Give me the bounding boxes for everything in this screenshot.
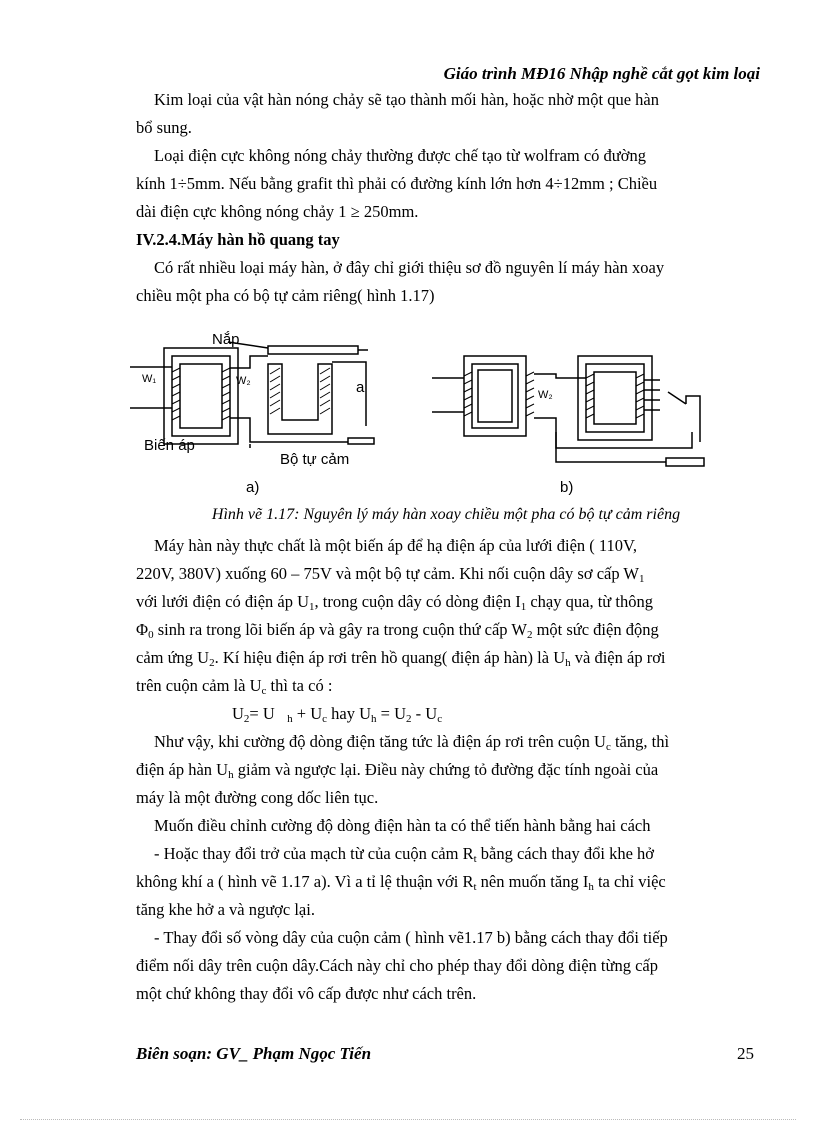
transformer-core-b bbox=[464, 356, 526, 436]
text-line: cảm ứng $U_2$. Kí hiệu điện áp rơi trên hồ quang( điện áp hàn) là $U_h$ và điện áp rơi bbox=[136, 648, 666, 669]
text-line: Loại điện cực không nóng chảy thường được chế tạo từ wolfram có đường bbox=[154, 146, 646, 165]
text-line: chiều một pha có bộ tự cảm riêng( hình 1.17) bbox=[136, 286, 435, 305]
inductor-core bbox=[268, 346, 358, 434]
text-line: điểm nối dây trên cuộn dây.Cách này chỉ cho phép thay đổi dòng điện từng cấp bbox=[136, 956, 658, 975]
paragraph-3 bbox=[136, 254, 756, 310]
paragraph-2 bbox=[136, 142, 756, 226]
paragraph-6 bbox=[136, 812, 756, 840]
paragraph-4 bbox=[136, 532, 756, 700]
text-line: - Hoặc thay đổi trở của mạch từ của cuộn cảm $R_t$ bằng cách thay đổi khe hở bbox=[154, 844, 654, 865]
paragraph-8 bbox=[136, 924, 756, 1008]
label-fig-b: b) bbox=[560, 479, 574, 496]
label-inductor: Bộ tự cảm bbox=[280, 451, 350, 468]
text-line: trên cuộn cảm là $U_c$ thì ta có : bbox=[136, 676, 333, 697]
paragraph-7 bbox=[136, 840, 756, 924]
text-line: $\Phi_0$ sinh ra trong lõi biến áp và gây ra trong cuộn thứ cấp $W_2$ một sức điện động bbox=[136, 620, 659, 641]
inductor-core-b bbox=[578, 356, 652, 440]
section-heading-block bbox=[136, 226, 756, 254]
text-line: điện áp hàn $U_h$ giảm và ngược lại. Điều này chứng tỏ đường đặc tính ngoài của bbox=[136, 760, 659, 781]
label-w1: W₁ bbox=[142, 373, 157, 385]
coil-b bbox=[464, 372, 534, 416]
text-line: - Thay đổi số vòng dây của cuộn cảm ( hình vẽ1.17 b) bằng cách thay đổi tiếp bbox=[154, 928, 668, 947]
label-gap-a: a bbox=[356, 379, 365, 396]
paragraph-5 bbox=[136, 728, 756, 812]
text-line: máy là một đường cong dốc liên tục. bbox=[136, 788, 379, 807]
text-line: với lưới điện có điện áp $U_1$, trong cuộn dây có dòng điện $I_1$ chạy qua, từ thông bbox=[136, 592, 653, 613]
figure-caption: Hình vẽ 1.17: Nguyên lý máy hàn xoay chiều một pha có bộ tự cảm riêng bbox=[211, 506, 681, 523]
circuit-wires-a bbox=[228, 342, 368, 448]
text-line: 220V, 380V) xuống 60 – 75V và một bộ tự cảm. Khi nối cuộn dây sơ cấp $W_1$ bbox=[136, 564, 645, 585]
label-w2-b: W₂ bbox=[538, 389, 553, 401]
page-number: 25 bbox=[737, 1044, 754, 1063]
label-cap: Nắp bbox=[212, 331, 240, 348]
text-line: kính 1÷5mm. Nếu bằng grafit thì phải có đường kính lớn hơn 4÷12mm ; Chiều bbox=[136, 174, 658, 193]
text-line: không khí a ( hình vẽ 1.17 a). Vì a tỉ lệ thuận với $R_t$ nên muốn tăng $I_h$ ta chỉ việc bbox=[136, 872, 666, 893]
label-transformer: Biến áp bbox=[144, 437, 195, 454]
voltage-formula: $U_2= U$ $_h + U_c$ hay $U_h = U_2 - U_c$ bbox=[232, 704, 443, 725]
paragraph-1 bbox=[136, 86, 756, 142]
text-line: dài điện cực không nóng chảy 1 ≥ 250mm. bbox=[136, 202, 419, 221]
text-line: một chứ không thay đổi vô cấp được như cách trên. bbox=[136, 984, 477, 1003]
label-w2: W₂ bbox=[236, 375, 251, 387]
bottom-border bbox=[20, 1119, 796, 1120]
secondary-coil-w2 bbox=[222, 368, 230, 420]
electrode-a bbox=[348, 438, 374, 444]
text-line: bổ sung. bbox=[136, 118, 192, 137]
inductor-coil bbox=[270, 368, 330, 414]
primary-coil-w1 bbox=[172, 368, 180, 420]
text-line: Máy hàn này thực chất là một biến áp để hạ điện áp của lưới điện ( 110V, bbox=[154, 536, 637, 555]
label-fig-a: a) bbox=[246, 479, 260, 496]
text-line: tăng khe hở a và ngược lại. bbox=[136, 900, 315, 919]
text-line: Muốn điều chỉnh cường độ dòng điện hàn ta có thể tiến hành bằng hai cách bbox=[154, 816, 651, 835]
page-header: Giáo trình MĐ16 Nhập nghề cắt gọt kim loại bbox=[443, 64, 760, 83]
figure-1-17 bbox=[120, 322, 740, 502]
text-line: Kim loại của vật hàn nóng chảy sẽ tạo thành mối hàn, hoặc nhờ một que hàn bbox=[154, 90, 659, 109]
transformer-core bbox=[164, 348, 238, 444]
text-line: Có rất nhiều loại máy hàn, ở đây chỉ giới thiệu sơ đồ nguyên lí máy hàn xoay bbox=[154, 258, 665, 277]
electrode-b bbox=[666, 458, 704, 466]
footer-author: Biên soạn: GV_ Phạm Ngọc Tiến bbox=[136, 1044, 372, 1063]
section-heading: IV.2.4.Máy hàn hồ quang tay bbox=[136, 230, 340, 249]
text-line: Như vậy, khi cường độ dòng điện tăng tức là điện áp rơi trên cuộn $U_c$ tăng, thì bbox=[154, 732, 670, 753]
